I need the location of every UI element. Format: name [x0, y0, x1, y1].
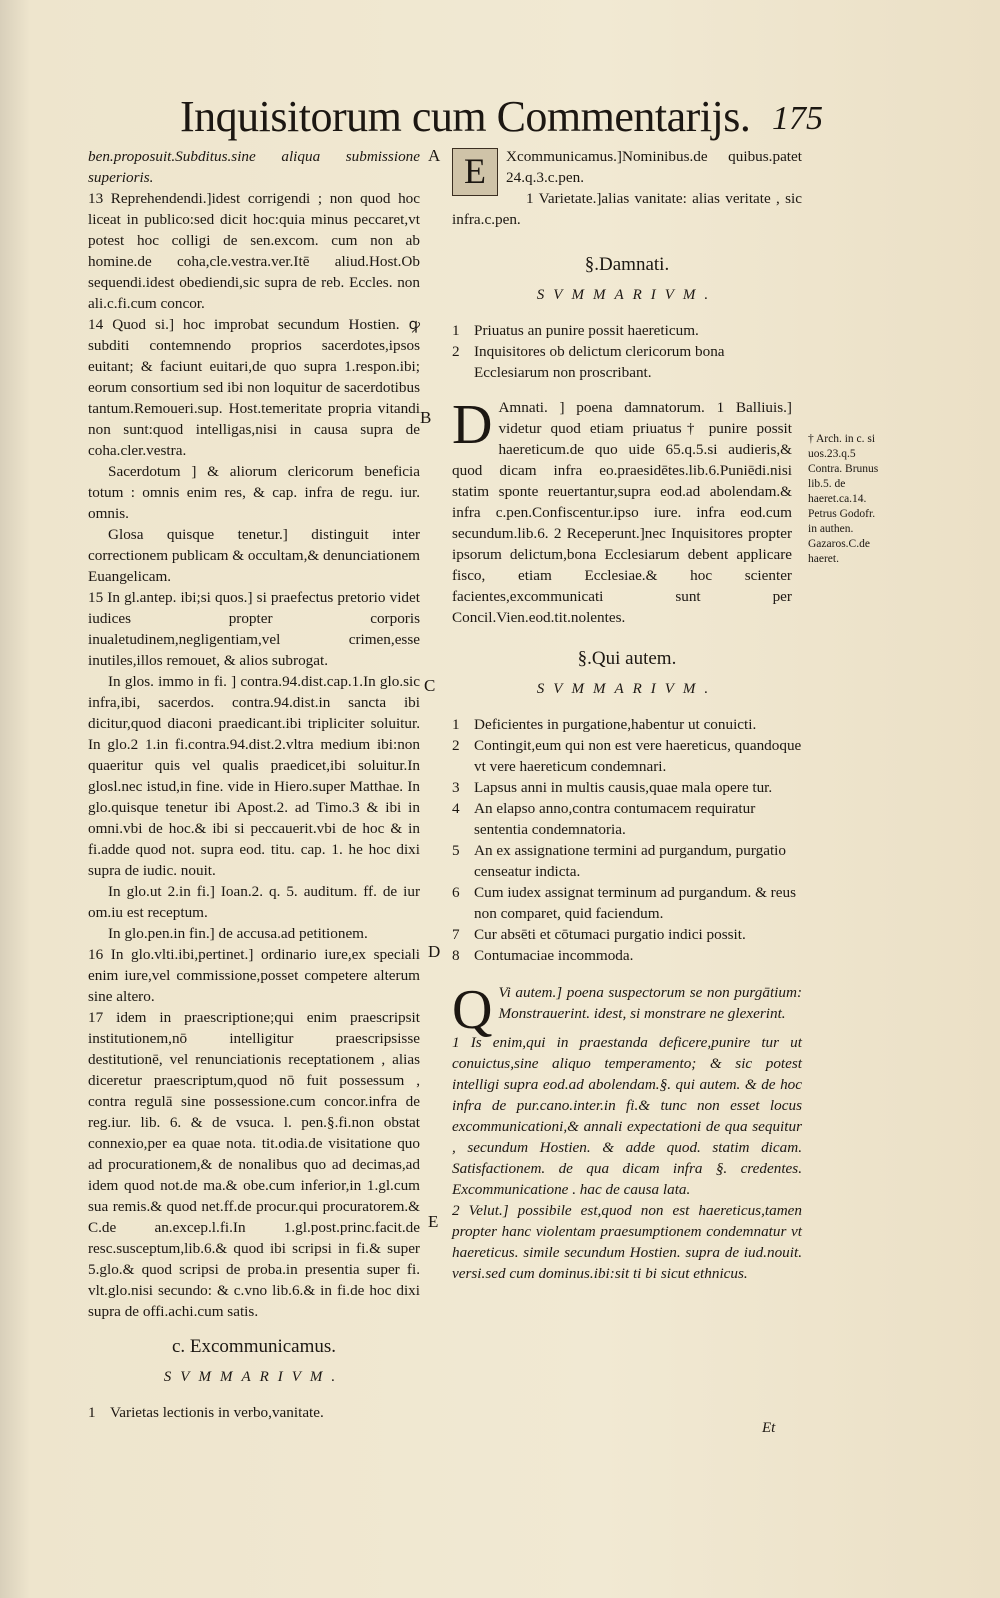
- summarium-item: [452, 714, 802, 735]
- summarium-text: An ex assignatione termini ad purgandum, purgatio censeatur indicta.: [474, 842, 786, 880]
- section-title-excommunicamus: c. Excommunicamus.: [171, 1336, 337, 1357]
- left-paragraph: ben.proposuit.Subditus.sine aliqua submissione superioris.: [88, 148, 420, 186]
- left-paragraph: 17 idem in praescriptione;qui enim praescripsit institutionem,nō intelligitur praescripsisse destitutionē, vel renunciationis receptationem , alias diceretur praescriptum,quod nō fuit possessum , contra regulā sine possessione.cum concor.infra de reg.iur. lib. 6. & de vsuca. l. pen.§.fi.non obstat connexio,per ea quae nota. tit.odia.de visitatione quo ad procurationem,& de nonalibus quo ad decimas,ad idem quod not.de ma.& obe.cum inferior,in 1.gl.cum sua remis.& quod net.ff.de procur.qui procuratorem.& C.de an.excep.l.fi.In 1.gl.post.princ.facit.de resc.susceptum,lib.6.& quod ibi scripsi in fi.& super 5.glo.& quod scripsi de proba.in presentia super fi. vlt.glo.nisi secundo: & c.vno lib.6.& in fi.de hoc dixi supra de offi.achi.cum satis.: [88, 1009, 420, 1320]
- dropcap-letter: D: [452, 394, 493, 456]
- left-paragraph: 14 Quod si.] hoc improbat secundum Hostien. ꝙ subditi contemnendo proprios sacerdotes,ipsos euitant; & faciunt euitari,de quo supra 1.respon.ibi; eorum consortium sed ibi non loquitur de sacerdotibus tantum.Remoueri.sup. Host.temeritate propria vitandi non sunt:quod intelligas,nisi in causa supra de coha.cler.vestra.: [88, 316, 420, 459]
- summarium-text: Lapsus anni in multis causis,quae mala opere tur.: [474, 779, 773, 796]
- margin-letter-d: D: [428, 942, 441, 961]
- summarium-number: 7: [452, 926, 460, 943]
- summarium-heading: SVMMARIVM.: [536, 681, 718, 697]
- margin-letter-e: E: [428, 1212, 439, 1231]
- summarium-item: [452, 320, 802, 341]
- section-title-qui-autem: §.Qui autem.: [577, 648, 677, 669]
- summarium-number: 3: [452, 779, 460, 796]
- summarium-number: 1: [452, 716, 460, 733]
- summarium-number: 5: [452, 842, 460, 859]
- left-column: [88, 146, 420, 1423]
- summarium-number: 1: [452, 322, 460, 339]
- summarium-text: Contingit,eum qui non est vere haereticus, quandoque vt vere haereticum condemnari.: [474, 737, 802, 775]
- left-paragraph: In glo.ut 2.in fi.] Ioan.2. q. 5. auditum. ff. de iur om.iu est receptum.: [88, 883, 420, 921]
- marginal-note: † Arch. in c. si uos.23.q.5 Contra. Brunus lib.5. de haeret.ca.14. Petrus Godofr. in authen. Gazaros.C.de haeret.: [808, 433, 879, 565]
- summarium-number: 1: [88, 1404, 96, 1421]
- left-paragraph: 16 In glo.vlti.ibi,pertinet.] ordinario iure,ex speciali enim iure,vel commissione,posset competere alterum sine altero.: [88, 946, 420, 1005]
- summarium-text: Deficientes in purgatione,habentur ut conuicti.: [474, 716, 757, 733]
- summarium-number: 4: [452, 800, 460, 817]
- left-paragraph: 13 Reprehendendi.]idest corrigendi ; non quod hoc liceat in publico:sed dicit hoc:quia minus peccaret,vt potest hoc colligi de sen.excom. cum non ab homine.de coha,cle.vestra.ver.Itē aliud.Host.Ob sequendi.idest obediendi,sic supra de reb. Eccles. non ali.c.fi.cum concor.: [88, 190, 420, 312]
- section-title-damnati: §.Damnati.: [584, 254, 670, 275]
- summarium-text: An elapso anno,contra contumacem requiratur sententia condemnatoria.: [474, 800, 756, 838]
- qui-autem-note: 2 Velut.] possibile est,quod non est haereticus,tamen propter hanc violentam praesumptionem condemnatur vt haereticus. simile secundum Hostien. supra de iud.nouit. versi.sed cum dominus.ibi:sit ti bi sicut ethnicus.: [452, 1202, 802, 1282]
- summarium-text: Varietas lectionis in verbo,vanitate.: [110, 1404, 324, 1421]
- summarium-text: Inquisitores ob delictum clericorum bona Ecclesiarum non proscribant.: [474, 343, 725, 381]
- page-number: 175: [772, 100, 823, 137]
- right-column: [452, 146, 802, 1284]
- summarium-item: [452, 945, 802, 966]
- summarium-item: [452, 924, 802, 945]
- summarium-number: 6: [452, 884, 460, 901]
- summarium-item: [88, 1402, 420, 1423]
- summarium-number: 2: [452, 737, 460, 754]
- summarium-heading: SVMMARIVM.: [163, 1369, 345, 1385]
- summarium-number: 8: [452, 947, 460, 964]
- summarium-heading: SVMMARIVM.: [536, 287, 718, 303]
- summarium-text: Cum iudex assignat terminum ad purgandum. & reus non comparet, quid faciendum.: [474, 884, 796, 922]
- left-paragraph: In glo.pen.in fin.] de accusa.ad petitionem.: [108, 925, 368, 942]
- catchword: Et: [762, 1420, 776, 1436]
- summarium-text: Contumaciae incommoda.: [474, 947, 634, 964]
- summarium-item: [452, 882, 802, 924]
- margin-letter-b: B: [420, 408, 432, 427]
- left-paragraph: Glosa quisque tenetur.] distinguit inter correctionem publicam & occultam,& denunciationem Euangelicam.: [88, 526, 420, 585]
- damnati-body: Amnati. ] poena damnatorum. 1 Balliuis.] videtur quod etiam priuatus† punire possit haereticum.de quo uide 65.q.5.si audieris,& quod dicam infra eo.praesidētes.lib.6.Puniēdi.nisi statim sponte reuertantur,supra eod.ad abolendam.& infra c.pen.Confiscentur.ipso iure. infra eod.cum secundum.lib.6. 2 Receperunt.]nec Inquisitores propter ipsorum delictum,bona Ecclesiarum debent applicare fisco, etiam Ecclesiae.& hoc scienter facientes,excommunicati sunt per Concil.Vien.eod.tit.nolentes.: [452, 399, 792, 626]
- summarium-item: [452, 798, 802, 840]
- left-paragraph: In glos. immo in fi. ] contra.94.dist.cap.1.In glo.sic infra,ibi, sacerdos. contra.94.dist.in sancta ibi dicitur,quod diaconi praedicant.ibi tripliciter soluitur. In glo.2 1.in fi.contra.94.dist.2.vltra medium ibi:non quaeritur quis vel qualis praedicet,ibi soluitur.In glosl.nec istud,in fine. vide in Hiero.super Matthae. In glo.quisque tenetur ibi Apost.2. ad Timo.3 & ibi in omni.vbi de hoc.& ibi si peccauerit.vbi de hoc & in fi.adde quod not. supra eod. titu. cap. 1. he hoc dixi supra de iudic. nouit.: [88, 673, 420, 879]
- summarium-item: [452, 341, 802, 383]
- right-intro: Xcommunicamus.]Nominibus.de quibus.patet 24.q.3.c.pen.: [506, 148, 802, 186]
- summarium-item: [452, 735, 802, 777]
- summarium-text: Cur absēti et cōtumaci purgatio indici possit.: [474, 926, 746, 943]
- margin-letter-c: C: [424, 676, 436, 695]
- left-paragraph: Sacerdotum ] & aliorum clericorum beneficia totum : omnis enim res, & cap. infra de regu. iur. omnis.: [88, 463, 420, 522]
- summarium-text: Priuatus an punire possit haereticum.: [474, 322, 699, 339]
- right-intro-note: 1 Varietate.]alias vanitate: alias veritate , sic infra.c.pen.: [452, 190, 802, 228]
- running-title: Inquisitorum cum Commentarijs.: [180, 92, 751, 141]
- decorated-initial: [452, 148, 498, 196]
- initial-letter: E: [464, 151, 486, 191]
- margin-letter-a: A: [428, 146, 441, 165]
- dropcap-letter: Q: [452, 979, 493, 1041]
- left-paragraph: 15 In gl.antep. ibi;si quos.] si praefectus pretorio videt iudices propter corporis inualetudinem,negligentiam,vel crimen,esse inutiles,illos remouet, & alios subrogat.: [88, 589, 420, 669]
- qui-autem-note: 1 Is enim,qui in praestanda deficere,punire tur ut conuictus,sine aliquo temperamento; & sic potest intelligi supra eod.ad abolendam.§. qui autem. & de hoc infra de pur.cano.inter.in fi.& tunc non esset locus excommunicationi,& annali expectationi de qua sequitur , secundum Hostien. & adde quod. statim dicam. Satisfactionem. de qua dicam infra §. credentes. Excommunicatione . hac de causa lata.: [452, 1034, 802, 1198]
- summarium-number: 2: [452, 343, 460, 360]
- qui-autem-body: Vi autem.] poena suspectorum se non purgātium: Monstrauerint. idest, si monstrare ne glexerint.: [498, 984, 802, 1022]
- summarium-item: [452, 840, 802, 882]
- summarium-item: [452, 777, 802, 798]
